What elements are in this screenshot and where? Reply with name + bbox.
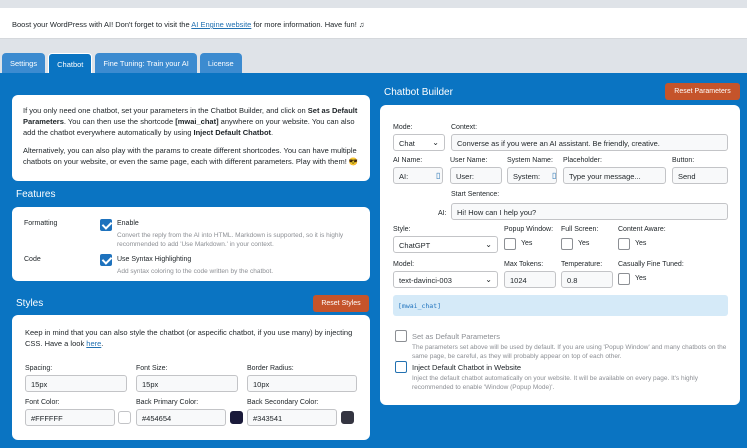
reset-parameters-button[interactable]: Reset Parameters [665,83,740,100]
styles-help-link[interactable]: here [86,339,102,348]
tab-bar [2,53,242,73]
chevron-down-icon: ⌄ [485,275,492,284]
top-notice [0,8,747,39]
context-label: Context: [451,124,478,131]
set-default-label: Set as Default Parameters [412,332,500,341]
button-label: Button: [672,157,695,164]
inject-default-description: Inject the default chatbot automatically on your website. It will be available on every page. It's highly recommended to enable 'Window (Popup Mode)'. [412,375,698,391]
set-default-description: The parameters set above will be used by default. If you are using 'Popup Window' and many chatbots on the same page, be careful, as they will probably appear on top of each other. [412,344,727,360]
border-radius-input[interactable]: 10px [247,375,357,392]
full-screen-checkbox[interactable] [561,238,573,250]
styles-intro: Keep in mind that you can also style the chatbot (or aspecific chatbot, if you use many) by injecting CSS. Have a look here. [25,328,353,348]
chevron-down-icon: ⌄ [432,138,439,147]
back-secondary-input[interactable]: #343541 [247,409,337,426]
spacing-input[interactable]: 15px [25,375,127,392]
start-sentence-input[interactable]: Hi! How can I help you? [451,203,728,220]
inject-default-label: Inject Default Chatbot in Website [412,363,522,372]
set-default-checkbox[interactable] [395,330,407,342]
mode-label: Mode: [393,124,413,131]
shortcode-preview: [mwai_chat] [393,295,728,316]
code-label: Code [24,256,41,263]
ai-engine-link[interactable]: AI Engine website [191,20,252,29]
font-color-label: Font Color: [25,399,60,406]
temperature-label: Temperature: [561,261,603,268]
chatbot-builder-card [380,105,740,405]
style-select[interactable]: ChatGPT ⌄ [393,236,498,253]
back-primary-label: Back Primary Color: [136,399,199,406]
ai-name-input[interactable]: AI: [393,167,443,184]
border-radius-label: Border Radius: [247,365,294,372]
code-description: Add syntax coloring to the code written by the chatbot. [117,268,274,275]
model-label: Model: [393,261,415,268]
syntax-highlighting-label: Use Syntax Highlighting [117,256,192,263]
start-ai-label: AI: [438,210,447,217]
chevron-down-icon: ⌄ [485,240,492,249]
back-secondary-label: Back Secondary Color: [247,399,319,406]
casually-fine-tuned-label: Casually Fine Tuned: [618,261,684,268]
casually-fine-tuned-option: Yes [635,275,647,282]
system-name-label: System Name: [507,157,553,164]
styles-card [12,315,370,440]
font-color-input[interactable]: #FFFFFF [25,409,115,426]
syntax-highlighting-checkbox[interactable] [100,254,112,266]
formatting-label: Formatting [24,220,58,227]
full-screen-label: Full Screen: [561,226,599,233]
start-sentence-label: Start Sentence: [451,191,500,198]
main-panel [0,73,747,448]
features-card [12,207,370,281]
intro-card [12,95,370,181]
popup-window-label: Popup Window: [504,226,554,233]
tab-chatbot[interactable]: Chatbot [48,53,92,73]
reset-styles-button[interactable]: Reset Styles [313,295,369,312]
style-label: Style: [393,226,411,233]
popup-window-checkbox[interactable] [504,238,516,250]
back-secondary-swatch[interactable] [341,411,354,424]
features-title: Features [16,189,56,200]
formatting-description: Convert the reply from the AI into HTML. Markdown is supported, so it is highly recommended to add 'Use Markdown.' in your context. [117,232,344,248]
formatting-option-label: Enable [117,220,139,227]
tab-license[interactable]: License [200,53,242,73]
font-size-input[interactable]: 15px [136,375,238,392]
intro-paragraph-2: Alternatively, you can also play with the params to create different shortcodes. You can have multiple chatbots on your website, or even the same page, each with different parameters. Play with them! 😎 [23,146,359,166]
notice-text-end: for more information. Have fun! ♫ [251,20,365,29]
temperature-input[interactable]: 0.8 [561,271,613,288]
max-tokens-input[interactable]: 1024 [504,271,556,288]
intro-paragraph-1: If you only need one chatbot, set your parameters in the Chatbot Builder, and click on Set as Default Parameters. You can then use the shortcode [mwai_chat] anywhere on your website. You can also add the chatbot everywhere automatically by using Inject Default Chatbot. [23,106,358,137]
chatbot-builder-title: Chatbot Builder [384,87,453,98]
placeholder-input[interactable]: Type your message... [563,167,666,184]
popup-window-option: Yes [521,240,533,247]
button-text-input[interactable]: Send [672,167,728,184]
user-name-input[interactable]: User: [450,167,502,184]
placeholder-label: Placeholder: [563,157,602,164]
font-size-label: Font Size: [136,365,168,372]
mode-select[interactable]: Chat ⌄ [393,134,445,151]
tab-settings[interactable]: Settings [2,53,45,73]
context-input[interactable]: Converse as if you were an AI assistant. Be friendly, creative. [451,134,728,151]
ai-avatar-icon[interactable]: ▯ [436,171,441,180]
content-aware-option: Yes [635,240,647,247]
styles-title: Styles [16,298,44,309]
tab-fine-tuning[interactable]: Fine Tuning: Train your AI [95,53,196,73]
font-color-swatch[interactable] [118,411,131,424]
system-avatar-icon[interactable]: ▯ [552,171,557,180]
content-aware-checkbox[interactable] [618,238,630,250]
back-primary-swatch[interactable] [230,411,243,424]
back-primary-input[interactable]: #454654 [136,409,226,426]
full-screen-option: Yes [578,240,590,247]
content-aware-label: Content Aware: [618,226,666,233]
formatting-checkbox[interactable] [100,219,112,231]
inject-default-checkbox[interactable] [395,361,407,373]
user-name-label: User Name: [450,157,488,164]
notice-text: Boost your WordPress with AI! Don't forget to visit the [12,20,192,29]
model-select[interactable]: text-davinci-003 ⌄ [393,271,498,288]
casually-fine-tuned-checkbox[interactable] [618,273,630,285]
system-name-input[interactable]: System: [507,167,557,184]
max-tokens-label: Max Tokens: [504,261,544,268]
spacing-label: Spacing: [25,365,53,372]
ai-name-label: AI Name: [393,157,423,164]
